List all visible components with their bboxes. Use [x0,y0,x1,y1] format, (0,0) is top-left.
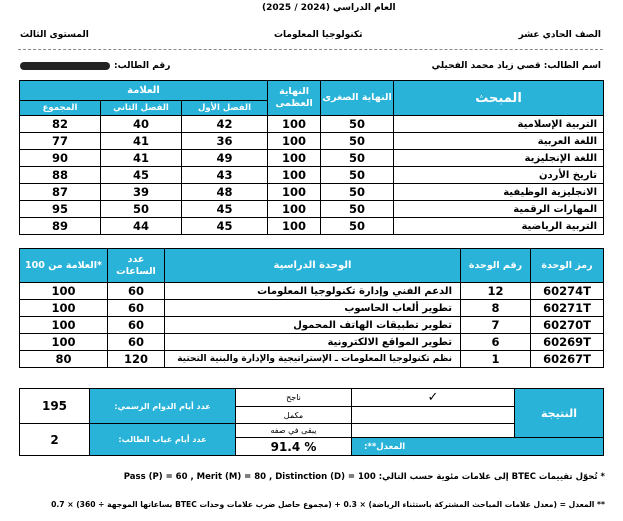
unit-mark-cell: 100 [20,300,108,317]
mark-header: العلامة [20,81,268,101]
redacted-student-number [20,62,110,70]
hours-cell: 60 [108,334,165,351]
subject-cell: التربية الرياضية [394,218,604,235]
table-row [20,133,604,150]
unit-code-header: رمز الوحدة [531,249,604,283]
sem1-cell: 45 [182,218,268,235]
max-cell: 100 [268,201,321,218]
sem1-cell: 45 [182,201,268,218]
sem2-cell: 39 [101,184,182,201]
subject-cell: المهارات الرقمية [394,201,604,218]
average-value: 91.4 % [236,438,352,456]
sem1-cell: 36 [182,133,268,150]
table-row [20,218,604,235]
unit-header: الوحدة الدراسية [165,249,461,283]
note-2: ** المعدل = (معدل علامات المباحث المشتركة باستثناء الرياضة) × 0.3 + (مجموع حاصل ضرب علامات وحدات BTEC بساعاتها الموجهة ÷ 360) × 0.7 [51,500,605,509]
note-1-prefix: * تُحوّل تقييمات BTEC إلى علامات مئوية حسب التالي: [378,472,605,482]
conditional-mark [352,407,515,424]
table-row [20,351,604,368]
student-name: اسم الطالب: قصي زياد محمد الفحيلي [431,61,601,71]
sem2-cell: 40 [101,116,182,133]
sem2-cell: 44 [101,218,182,235]
total-cell: 90 [20,150,101,167]
sem2-cell: 45 [101,167,182,184]
units-table [19,248,604,368]
unit-name-cell: تطوير المواقع الالكترونية [165,334,461,351]
max-cell: 100 [268,150,321,167]
max-cell: 100 [268,133,321,150]
conditional-label: مكمل [236,407,352,424]
max-cell: 100 [268,218,321,235]
unit-mark-header: العلامة من 100* [20,249,108,283]
unit-no-header: رقم الوحدة [461,249,531,283]
header-divider [18,49,603,50]
unit-code-cell: 60274T [531,283,604,300]
unit-name-cell: الدعم الفني وإدارة تكنولوجيا المعلومات [165,283,461,300]
min-header: النهاية الصغرى [321,81,394,116]
total-cell: 89 [20,218,101,235]
min-cell: 50 [321,116,394,133]
min-cell: 50 [321,201,394,218]
note-1-values: Pass (P) = 60 , Merit (M) = 80 , Distinction (D) = 100 [123,472,376,482]
total-cell: 88 [20,167,101,184]
unit-no-cell: 1 [461,351,531,368]
official-days-label: عدد أيام الدوام الرسمي: [90,389,236,424]
unit-name-cell: تطوير تطبيقات الهاتف المحمول [165,317,461,334]
hours-cell: 60 [108,283,165,300]
table-row [20,184,604,201]
stream-label: تكنولوجيا المعلومات [274,30,363,40]
check-mark: ✓ [352,389,515,407]
sem2-header: الفصل الثاني [101,101,182,116]
sem1-cell: 49 [182,150,268,167]
table-row [20,201,604,218]
subject-cell: اللغة العربية [394,133,604,150]
student-number-label: رقم الطالب: [114,61,171,71]
max-cell: 100 [268,167,321,184]
min-cell: 50 [321,167,394,184]
unit-mark-cell: 100 [20,334,108,351]
table-row [20,150,604,167]
unit-code-cell: 60271T [531,300,604,317]
remains-mark [352,424,515,438]
max-header: النهاية العظمى [268,81,321,116]
sem1-header: الفصل الأول [182,101,268,116]
hours-cell: 60 [108,317,165,334]
unit-mark-cell: 100 [20,283,108,300]
unit-mark-cell: 100 [20,317,108,334]
note-1 [124,472,605,482]
table-row [20,334,604,351]
subject-cell: التربية الإسلامية [394,116,604,133]
remains-label: يبقى في صفه [236,424,352,438]
official-days-value: 195 [20,389,90,424]
unit-no-cell: 8 [461,300,531,317]
subject-header: المبحث [394,81,604,116]
table-row [20,167,604,184]
grade-label: الصف الحادي عشر [518,30,601,40]
unit-name-cell: نظم تكنولوجيا المعلومات ـ الإستراتيجية والإدارة والبنية التحتية [165,351,461,368]
unit-mark-cell: 80 [20,351,108,368]
pass-label: ناجح [236,389,352,407]
subject-cell: اللغة الإنجليزية [394,150,604,167]
sem2-cell: 50 [101,201,182,218]
sem1-cell: 43 [182,167,268,184]
table-row [20,283,604,300]
sem1-cell: 48 [182,184,268,201]
average-label: المعدل**: [352,438,604,456]
school-year: العام الدراسي (2024 / 2025) [262,3,396,13]
sem2-cell: 41 [101,133,182,150]
min-cell: 50 [321,184,394,201]
unit-code-cell: 60267T [531,351,604,368]
max-cell: 100 [268,184,321,201]
result-table [19,388,604,456]
total-cell: 95 [20,201,101,218]
min-cell: 50 [321,218,394,235]
unit-code-cell: 60269T [531,334,604,351]
total-cell: 77 [20,133,101,150]
min-cell: 50 [321,133,394,150]
table-row [20,116,604,133]
hours-header: عدد الساعات [108,249,165,283]
subjects-table [19,80,604,235]
subject-cell: تاريخ الأردن [394,167,604,184]
sem2-cell: 41 [101,150,182,167]
unit-no-cell: 7 [461,317,531,334]
sem1-cell: 42 [182,116,268,133]
table-row [20,300,604,317]
unit-no-cell: 6 [461,334,531,351]
max-cell: 100 [268,116,321,133]
hours-cell: 60 [108,300,165,317]
total-cell: 87 [20,184,101,201]
min-cell: 50 [321,150,394,167]
unit-no-cell: 12 [461,283,531,300]
result-label: النتيجة [515,389,604,438]
absence-days-value: 2 [20,424,90,456]
unit-name-cell: تطوير ألعاب الحاسوب [165,300,461,317]
total-cell: 82 [20,116,101,133]
subject-cell: الانجليزية الوظيفية [394,184,604,201]
table-row [20,317,604,334]
absence-days-label: عدد أيام غياب الطالب: [90,424,236,456]
hours-cell: 120 [108,351,165,368]
level-label: المستوى الثالث [20,30,89,40]
unit-code-cell: 60270T [531,317,604,334]
total-header: المجموع [20,101,101,116]
